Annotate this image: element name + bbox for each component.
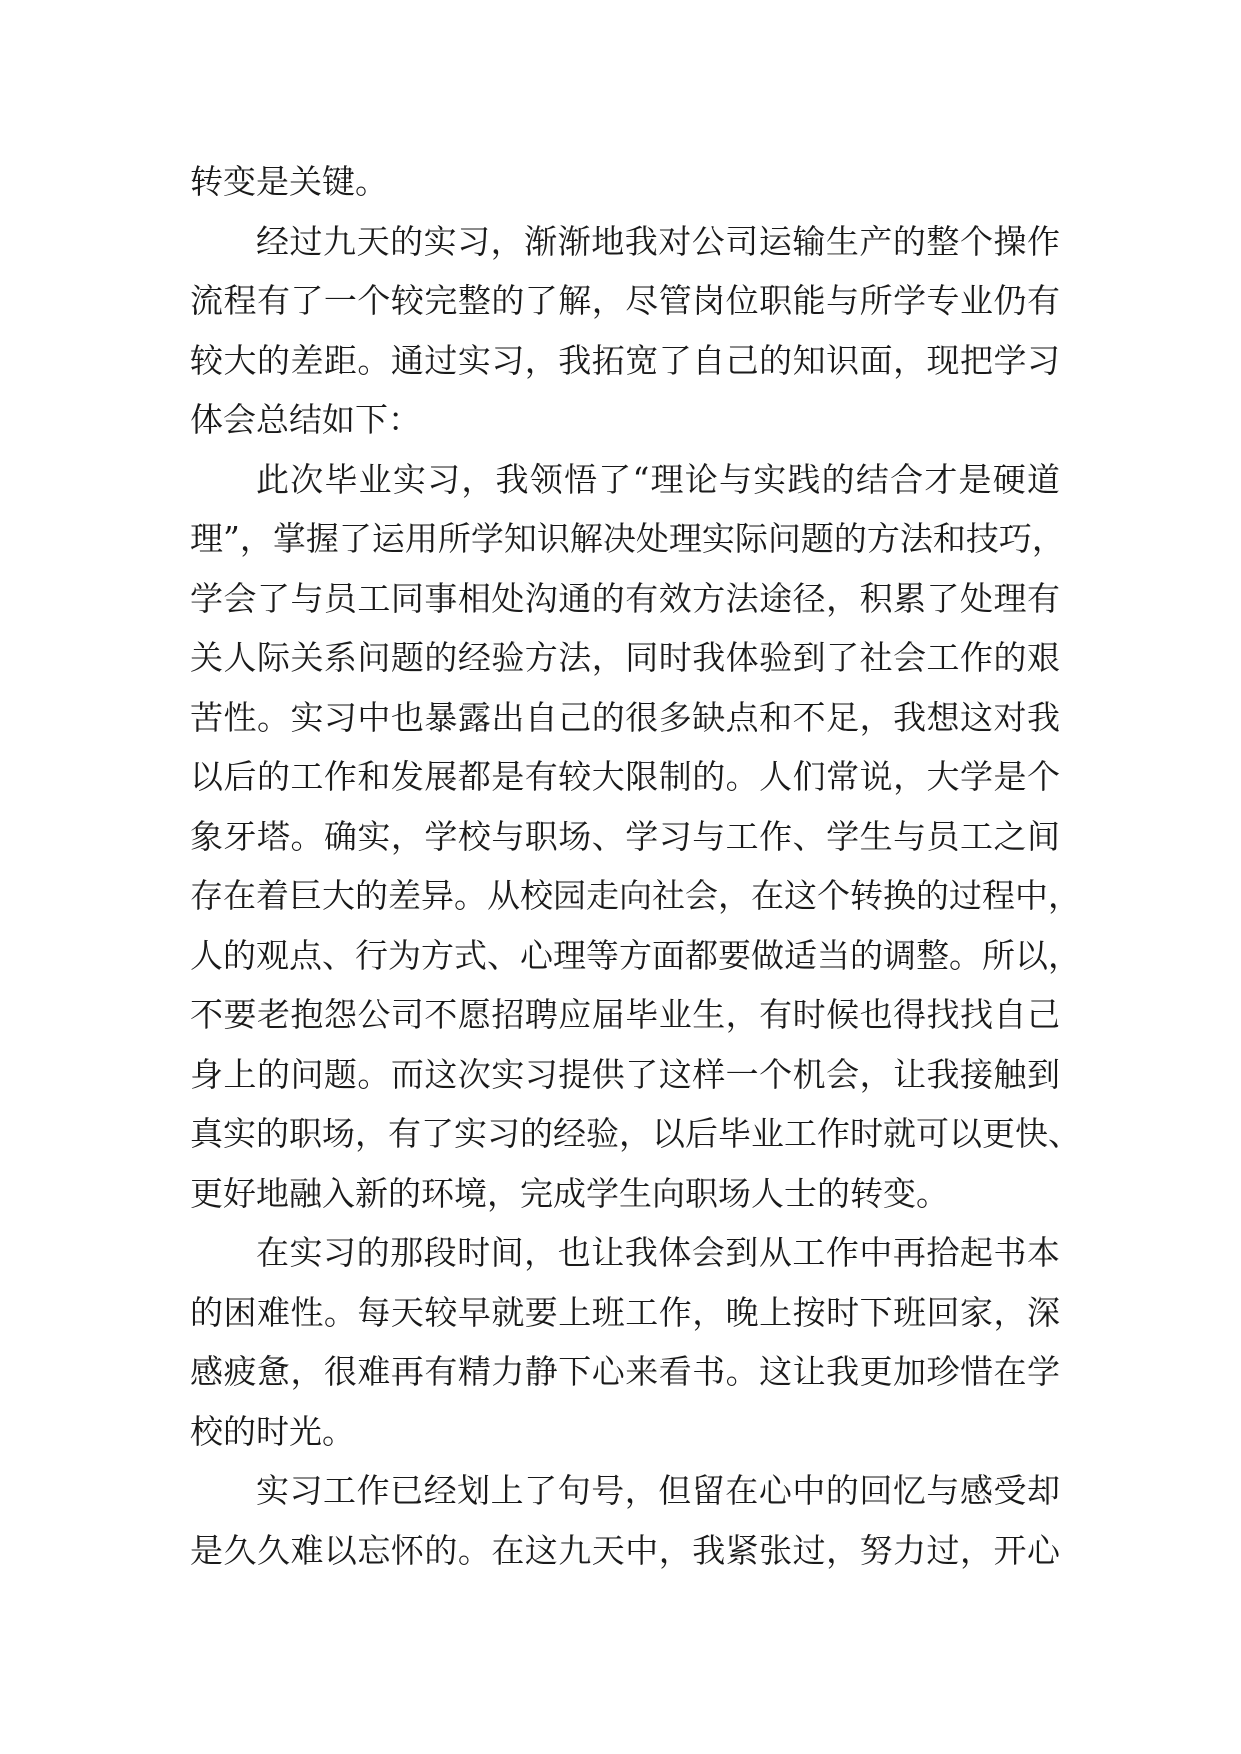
text-line: 在实习的那段时间，也让我体会到从工作中再拾起书本	[256, 1233, 1060, 1272]
text-line: 体会总结如下：	[190, 400, 421, 439]
text-line: 学会了与员工同事相处沟通的有效方法途径，积累了处理有	[190, 578, 1060, 618]
text-line: 较大的差距。通过实习，我拓宽了自己的知识面，现把学习	[190, 340, 1060, 380]
body-text	[190, 152, 1081, 1580]
text-line: 更好地融入新的环境，完成学生向职场人士的转变。	[190, 1173, 949, 1213]
text-line: 存在着巨大的差异。从校园走向社会，在这个转换的过程中，	[190, 876, 1081, 915]
text-line: 此次毕业实习，我领悟了“理论与实践的结合才是硬道	[256, 459, 1060, 499]
text-line: 流程有了一个较完整的了解，尽管岗位职能与所学专业仍有	[190, 281, 1060, 320]
paragraph-3	[190, 450, 1081, 1224]
paragraph-4	[190, 1223, 1060, 1461]
paragraph-2	[190, 212, 1060, 450]
text-line: 关人际关系问题的经验方法，同时我体验到了社会工作的艰	[190, 638, 1060, 677]
text-line: 经过九天的实习，渐渐地我对公司运输生产的整个操作	[256, 221, 1060, 261]
text-line: 不要老抱怨公司不愿招聘应届毕业生，有时候也得找找自己	[190, 995, 1060, 1034]
text-line: 象牙塔。确实，学校与职场、学习与工作、学生与员工之间	[190, 816, 1060, 856]
text-line: 理”，掌握了运用所学知识解决处理实际问题的方法和技巧，	[190, 519, 1065, 558]
text-line: 身上的问题。而这次实习提供了这样一个机会，让我接触到	[190, 1054, 1060, 1094]
text-line: 是久久难以忘怀的。在这九天中，我紧张过，努力过，开心	[190, 1530, 1060, 1570]
text-line: 校的时光。	[190, 1411, 355, 1451]
text-line: 转变是关键。	[190, 162, 388, 201]
text-line: 感疲惫，很难再有精力静下心来看书。这让我更加珍惜在学	[190, 1352, 1060, 1391]
paragraph-1	[190, 152, 1060, 212]
paragraph-5	[190, 1461, 1060, 1580]
text-line: 人的观点、行为方式、心理等方面都要做适当的调整。所以，	[190, 935, 1081, 975]
text-line: 苦性。实习中也暴露出自己的很多缺点和不足，我想这对我	[190, 697, 1060, 737]
text-line: 真实的职场，有了实习的经验，以后毕业工作时就可以更快、	[190, 1114, 1081, 1153]
text-line: 实习工作已经划上了句号，但留在心中的回忆与感受却	[256, 1471, 1060, 1510]
text-line: 以后的工作和发展都是有较大限制的。人们常说，大学是个	[190, 757, 1060, 796]
text-line: 的困难性。每天较早就要上班工作，晚上按时下班回家，深	[190, 1292, 1060, 1332]
